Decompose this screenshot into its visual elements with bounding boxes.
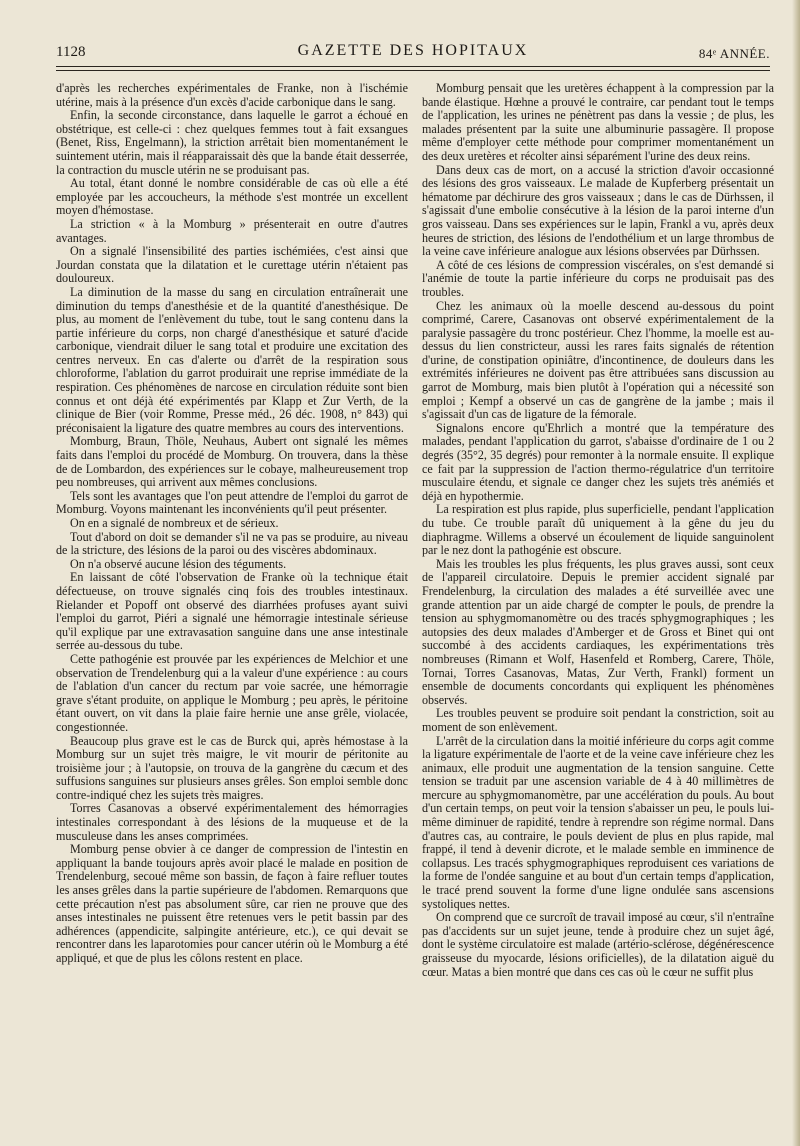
paragraph: Les troubles peuvent se produire soit pendant la constriction, soit au moment de son enlèvement. bbox=[422, 706, 774, 734]
paragraph: En laissant de côté l'observation de Franke où la technique était défectueuse, on trouve signalés cinq fois des troubles intestinaux. Rielander et Popoff ont observé des diarrhées profuses ayant suivi l'emploi du garrot, Piéri a signalé une hémorragie intestinale sérieuse qu'il explique par une extravasation sanguine dans une anse intestinale serrée au-dessous du tube. bbox=[56, 570, 408, 653]
paragraph: Chez les animaux où la moelle descend au-dessous du point comprimé, Carere, Casanovas ont observé expérimentalement de la paralysie passagère du tronc postérieur. Chez l'homme, la moelle est au-dessus du lien constricteur, aussi les rares faits signalés de rétention d'urine, de constipation opiniâtre, d'incontinence, de douleurs dans les extrémités inférieures ne doivent pas être attribuées sans discussion au garrot de Momburg, mais bien plutôt à l'opération qui a nécessité son emploi ; Kempf a observé un cas de gangrène de la jambe ; mais il s'agissait d'un cas de ligature de la fémorale. bbox=[422, 298, 774, 422]
paragraph: Signalons encore qu'Ehrlich a montré que la température des malades, pendant l'application du garrot, s'abaisse d'ordinaire de 1 ou 2 degrés (35°2, 35 degrés) pour remonter à la normale ensuite. Il explique ce fait par la suppression de l'action thermo-régulatrice d'un territoire musculaire étendu, et signale ce danger chez les sujets très anémiés et déjà en hypothermie. bbox=[422, 420, 774, 503]
paragraph: Enfin, la seconde circonstance, dans laquelle le garrot a échoué en obstétrique, est celle-ci : chez quelques femmes tout à fait exsangues (Benet, Riss, Engelmann), la striction arrêtait bien momentanément le suintement utérin, mais il réapparaissait dès que la bande était desserrée, la contraction du muscle utérin ne se produisant pas. bbox=[56, 108, 408, 177]
paragraph: Au total, étant donné le nombre considérable de cas où elle a été employée par les accoucheurs, la méthode s'est montrée un excellent moyen d'hémostase. bbox=[56, 176, 408, 218]
paragraph: Mais les troubles les plus fréquents, les plus graves aussi, sont ceux de l'appareil circulatoire. Depuis le premier accident signalé par Frendelenburg, la circulation des malades a été surveillée avec une grande attention par un aide chargé de compter le pouls, de prendre la tension au sphygmomanomètre ou des tracés sphygmographiques ; les autopsies des deux malades d'Amberger et de Gross et Binet qui ont succombé à des accidents cardiaques, les expérimentations très nombreuses (Rimann et Wolf, Hasenfeld et Romberg, Carere, Thöle, Tornai, Torres Casanovas, Matas, Zur Verth, Frankl) forment un ensemble de documents concordants qui expliquent les phénomènes observés. bbox=[422, 556, 774, 707]
header-rule bbox=[56, 66, 770, 67]
paragraph: Momburg pense obvier à ce danger de compression de l'intestin en appliquant la bande toujours après avoir placé le malade en position de Trendelenburg, secoué même son bassin, de façon à faire refluer toutes les anses grêles dans la partie supérieure de l'abdomen. Remarquons que cette précaution n'est pas absolument sûre, car rien ne prouve que des anses intestinales ne puissent être retenues vers le petit bassin par des adhérences (appendicite, salpingite antérieure, etc.), ce qui devait se rencontrer dans les laparotomies pour cancer utérin où le Momburg a été appliqué, et que de plus les côlons restent en place. bbox=[56, 842, 408, 965]
paragraph: Momburg, Braun, Thöle, Neuhaus, Aubert ont signalé les mêmes faits dans l'emploi du procédé de Momburg. On trouvera, dans la thèse de de Lombardon, des expériences sur le cobaye, malheureusement trop peu nombreuses, qui arrivent aux mêmes conclusions. bbox=[56, 434, 408, 490]
volume-year: 84ᵉ ANNÉE. bbox=[698, 46, 770, 61]
page-edge-shadow bbox=[792, 0, 800, 1146]
paragraph: La striction « à la Momburg » présenterait en outre d'autres avantages. bbox=[56, 216, 408, 245]
paragraph: La diminution de la masse du sang en circulation entraînerait une diminution du temps d'anesthésie et de la quantité d'anesthésique. De plus, au moment de l'enlèvement du tube, tout le sang contenu dans la partie inférieure du corps, non chargé d'anesthésique et saturé d'acide carbonique, viendrait diluer le sang total et produire une excitation des centres nerveux. En cas d'alerte ou d'arrêt de la respiration sous chloroforme, l'ablation du garrot produirait une reprise immédiate de la respiration. Ces phénomènes de narcose en circulation réduite sont bien connus et ont déjà été expérimentés par Klapp et Zur Verth, de la clinique de Bier (voir Romme, Presse méd., 26 déc. 1908, n° 843) qui préconisaient la ligature des quatre membres au cours des interventions. bbox=[56, 284, 408, 435]
page-header bbox=[56, 40, 770, 64]
paragraph: d'après les recherches expérimentales de Franke, non à l'ischémie utérine, mais à la présence d'un excès d'acide carbonique dans le sang. bbox=[56, 82, 408, 109]
paragraph: On n'a observé aucune lésion des téguments. bbox=[70, 556, 287, 571]
paragraph: On comprend que ce surcroît de travail imposé au cœur, s'il n'entraîne pas d'accidents sur un sujet jeune, tende à produire chez un sujet âgé, dont le système circulatoire est malade (artério-sclérose, dégénérescence graisseuse du myocarde, lésions orificielles), de la dilatation aiguë du cœur. Matas a bien montré que dans ces cas où le cœur ne suffit plus bbox=[422, 910, 774, 979]
left-column bbox=[56, 82, 408, 1122]
journal-title: GAZETTE DES HOPITAUX bbox=[297, 42, 529, 59]
paragraph: Dans deux cas de mort, on a accusé la striction d'avoir occasionné des lésions des gros vaisseaux. Le malade de Kupferberg présentait un hématome par déchirure des gros vaisseaux ; dans le cas de Dürhssen, il s'agissait d'une embolie consécutive à la lésion de la paroi interne d'un gros vaisseau. Dans ses expériences sur le lapin, Frankl a vu, après deux heures de striction, des lésions de l'endothélium et un large thrombus de la veine cave inférieure analogue aux lésions observées par Dürhssen. bbox=[422, 162, 774, 259]
right-column bbox=[422, 82, 774, 1122]
paragraph: L'arrêt de la circulation dans la moitié inférieure du corps agit comme la ligature expérimentale de l'aorte et de la veine cave inférieure chez les animaux, elle produit une augmentation de la tension sanguine. Cette tension se traduit par une ascension variable de 4 à 40 millimètres de mercure au sphygmomanomètre, par une accélération du pouls. Au bout d'un certain temps, on peut voir la tension s'abaisser un peu, le pouls lui-même diminuer de rapidité, tendre à reprendre son régime normal. Dans d'autres cas, au contraire, le pouls devient de plus en plus rapide, mal frappé, il tend à devenir dicrote, et le malade semble en imminence de collapsus. Les tracés sphygmographiques reproduisent ces variations de la forme de l'ondée sanguine et au bout d'un certain temps d'application, le tracé prend souvent la forme d'une ligne ondulée sans ascensions systoliques nettes. bbox=[422, 733, 774, 911]
page-number: 1128 bbox=[56, 44, 86, 60]
paragraph: Tels sont les avantages que l'on peut attendre de l'emploi du garrot de Momburg. Voyons maintenant les inconvénients qu'il peut présenter. bbox=[56, 488, 408, 517]
paragraph: Torres Casanovas a observé expérimentalement des hémorragies intestinales correspondant à des lésions de la muqueuse et de la musculeuse dans les anses comprimées. bbox=[56, 801, 408, 843]
paragraph: La respiration est plus rapide, plus superficielle, pendant l'application du tube. Ce trouble paraît dû uniquement à la gêne du jeu du diaphragme. Willems a observé un écoulement de liquide sanguinolent par le nez dont la pathogénie est obscure. bbox=[422, 502, 774, 558]
paragraph: On a signalé l'insensibilité des parties ischémiées, c'est ainsi que Jourdan constata que la dilatation et le curettage utérin n'étaient pas douloureux. bbox=[56, 244, 408, 286]
paragraph: On en a signalé de nombreux et de sérieux. bbox=[70, 516, 279, 530]
paragraph: Momburg pensait que les uretères échappent à la compression par la bande élastique. Hœhne a prouvé le contraire, car pendant tout le temps de l'application, les urines ne pénètrent pas dans la vessie ; de plus, les malades présentent par la suite une albuminurie passagère. Il propose même d'employer cette méthode pour comprimer momentanément un des deux uretères et récolter ainsi séparément l'urine des deux reins. bbox=[422, 82, 774, 163]
paragraph: Beaucoup plus grave est le cas de Burck qui, après hémostase à la Momburg sur un sujet très maigre, le vit mourir de péritonite au troisième jour ; à l'autopsie, on trouva de la gangrène du cæcum et des suffusions sanguines sur plusieurs anses grêles. Son emploi semble donc contre-indiqué chez les sujets très maigres. bbox=[56, 733, 408, 802]
header-rule-thin bbox=[56, 70, 770, 71]
paragraph: Tout d'abord on doit se demander s'il ne va pas se produire, au niveau de la stricture, des lésions de la paroi ou des viscères abdominaux. bbox=[56, 529, 408, 558]
paragraph: Cette pathogénie est prouvée par les expériences de Melchior et une observation de Trendelenburg qui a la valeur d'une expérience : au cours de l'ablation d'un cancer du rectum par voie sacrée, une hémorragie grave s'étant produite, on applique le Momburg ; peu après, le péritoine étant ouvert, on vit dans la plaie faire hernie une anse grêle, violacée, congestionnée. bbox=[56, 651, 408, 734]
paragraph: A côté de ces lésions de compression viscérales, on s'est demandé si l'anémie de toute la partie inférieure du corps ne produisait pas des troubles. bbox=[422, 257, 774, 299]
